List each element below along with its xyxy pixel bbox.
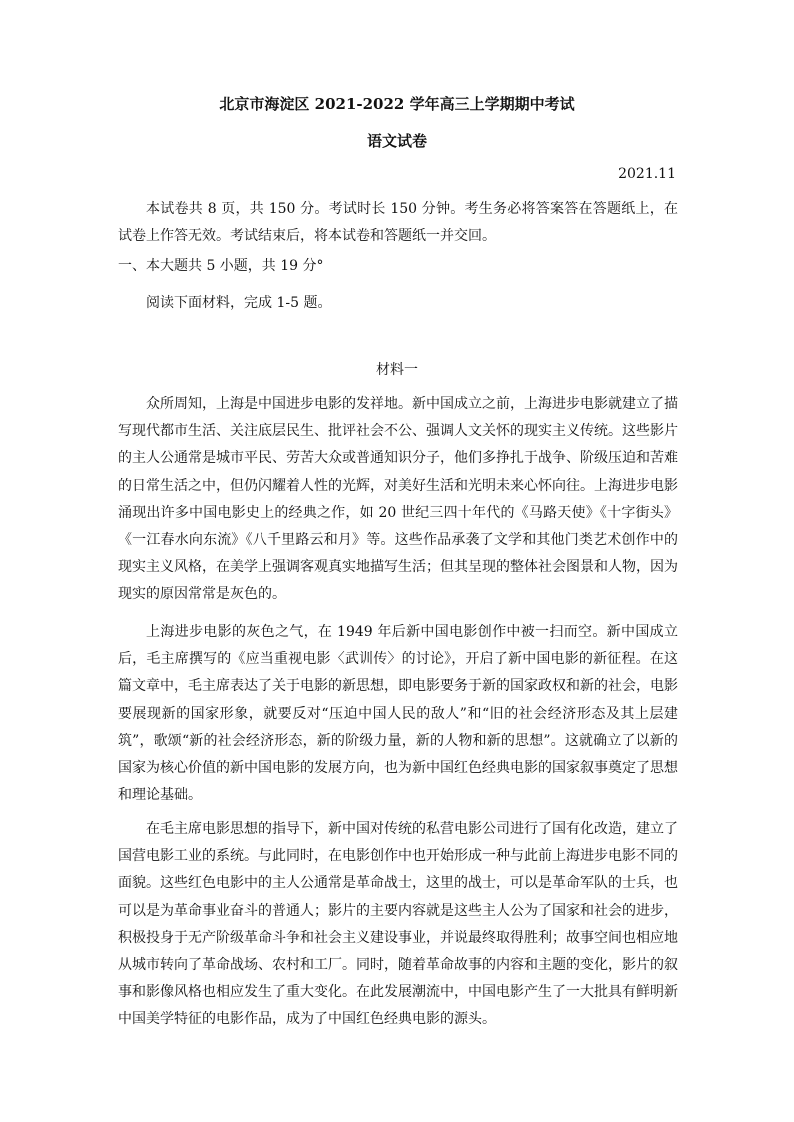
exam-date: 2021.11 bbox=[618, 166, 676, 182]
material-paragraph: 上海进步电影的灰色之气，在 1949 年后新中国电影创作中被一扫而空。新中国成立后，毛主席撰写的《应当重视电影〈武训传〉的讨论》，开启了新中国电影的新征程。在这篇文章中，毛主席表达了关于电影的新思想，即电影要务于新的国家政权和新的社会，电影要展现新的国家形象，就要反对“压迫中国人民的敌人”和“旧的社会经济形态及其上层建筑”，歌颂“新的社会经济形态，新的阶级力量，新的人物和新的思想”。这就确立了以新的国家为核心价值的新中国电影的发展方向，也为新中国红色经典电影的国家叙事奠定了思想和理论基础。 bbox=[118, 624, 678, 804]
section-heading: 一、本大题共 5 小题，共 19 分° bbox=[118, 258, 324, 274]
material-heading: 材料一 bbox=[376, 362, 418, 378]
material-paragraph: 在毛主席电影思想的指导下，新中国对传统的私营电影公司进行了国有化改造，建立了国营电影工业的系统。与此同时，在电影创作中也开始形成一种与此前上海进步电影不同的面貌。这些红色电影中的主人公通常是革命战士，这里的战士，可以是革命军队的士兵，也可以是为革命事业奋斗的普通人；影片的主要内容就是这些主人公为了国家和社会的进步，积极投身于无产阶级革命斗争和社会主义建设事业，并说最终取得胜利；故事空间也相应地从城市转向了革命战场、农村和工厂。同时，随着革命故事的内容和主题的变化，影片的叙事和影像风格也相应发生了重大变化。在此发展潮流中，中国电影产生了一大批具有鲜明新中国美学特征的电影作品，成为了中国红色经典电影的源头。 bbox=[118, 821, 678, 1028]
exam-title: 北京市海淀区 2021-2022 学年高三上学期期中考试 bbox=[219, 95, 575, 113]
material-paragraph: 众所周知，上海是中国进步电影的发祥地。新中国成立之前，上海进步电影就建立了描写现代都市生活、关注底层民生、批评社会不公、强调人文关怀的现实主义传统。这些影片的主人公通常是城市平民、劳苦大众或普通知识分子，他们多挣扎于战争、阶级压迫和苦难的日常生活之中，但仍闪耀着人性的光辉，对美好生活和光明未来心怀向往。上海进步电影涌现出许多中国电影史上的经典之作，如 20 世纪三四十年代的《马路天使》《十字街头》《一江春水向东流》《八千里路云和月》等。这些作品承袭了文学和其他门类艺术创作中的现实主义风格，在美学上强调客观真实地描写生活；但其呈现的整体社会图景和人物，因为现实的原因常常是灰色的。 bbox=[118, 396, 678, 603]
exam-subtitle: 语文试卷 bbox=[366, 132, 427, 150]
reading-instruction: 阅读下面材料，完成 1-5 题。 bbox=[146, 295, 332, 311]
exam-instructions: 本试卷共 8 页，共 150 分。考试时长 150 分钟。考生务必将答案答在答题纸上，在试卷上作答无效。考试结束后，将本试卷和答题纸一并交回。 bbox=[118, 201, 678, 245]
